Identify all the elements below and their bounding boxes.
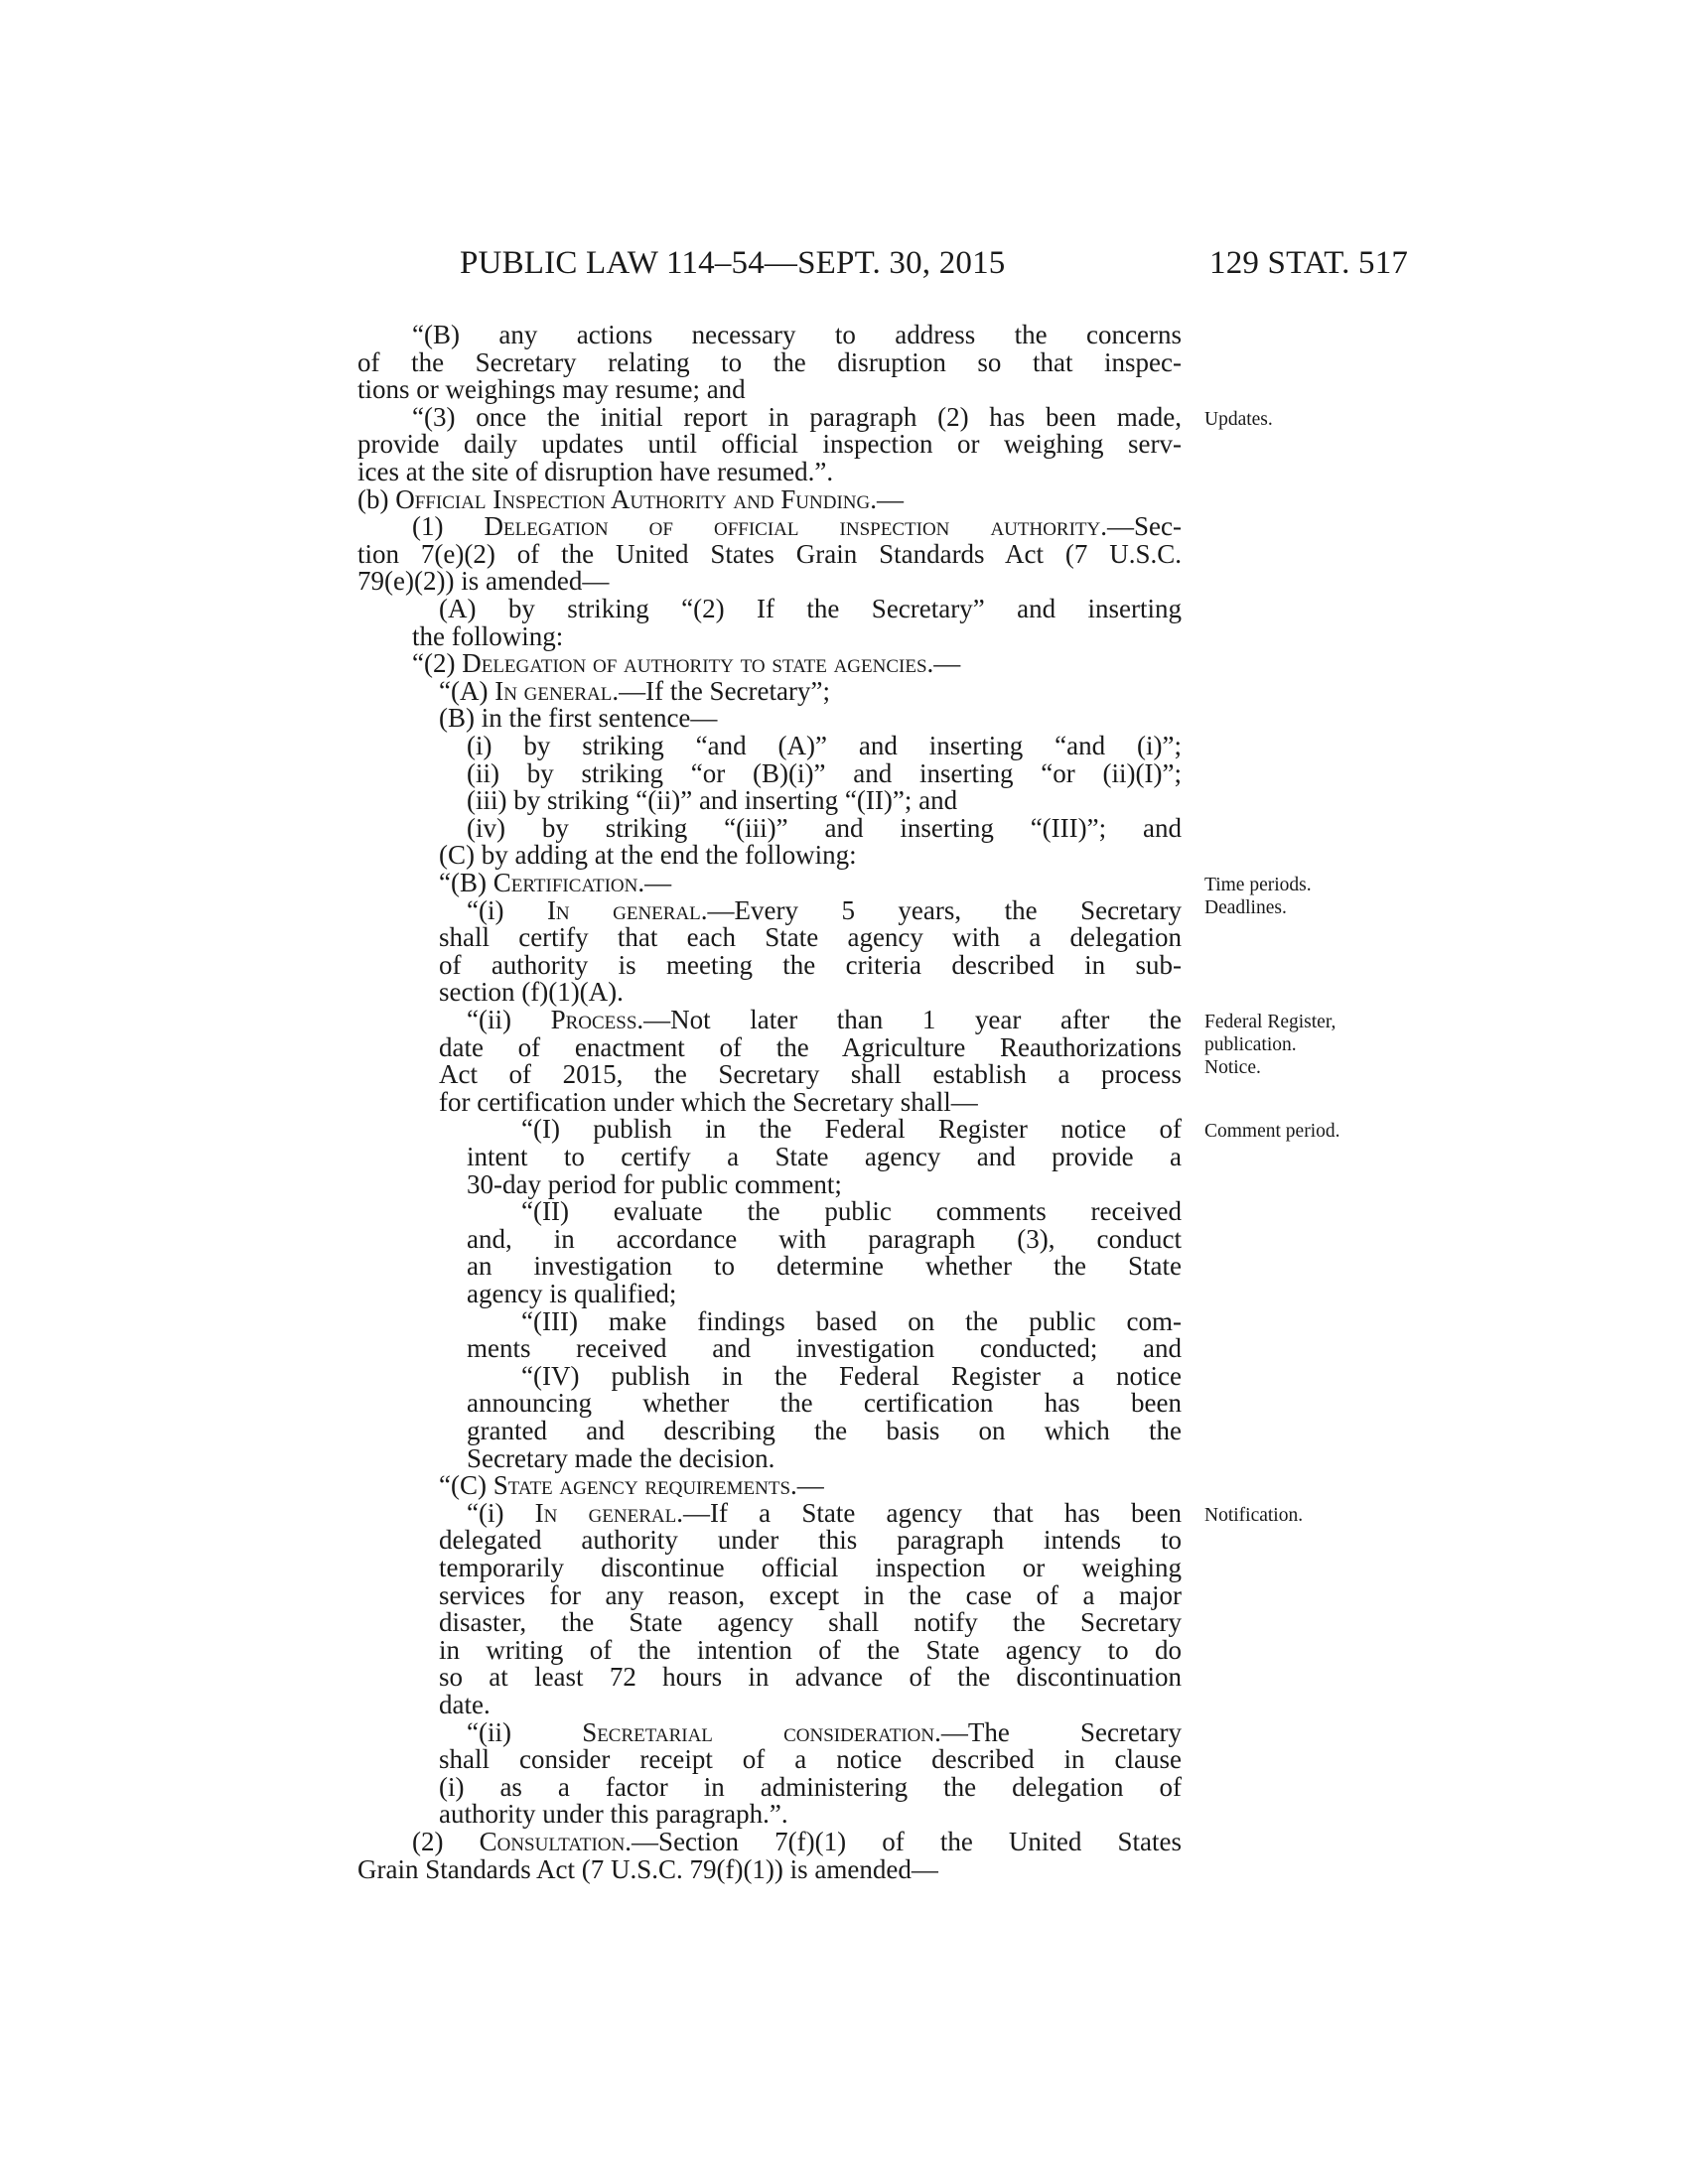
text-line — [357, 759, 1182, 787]
text-run: 30-day period for public comment; — [467, 1168, 842, 1199]
text-line — [357, 1444, 1182, 1472]
text-line — [357, 1307, 1182, 1335]
text-run: services for any reason, except in the case of a major — [439, 1579, 1182, 1610]
text-line — [357, 1499, 1182, 1527]
text-run: “(III) make findings based on the public com- — [521, 1305, 1182, 1336]
text-run: so at least 72 hours in advance of the discontinuation — [439, 1662, 1182, 1693]
text-run: ments received and investigation conducted; and — [467, 1333, 1182, 1364]
text-run: .— — [790, 1470, 824, 1501]
margin-note-line: Notification. — [1204, 1504, 1304, 1526]
text-run: provide daily updates until official inspection or weighing serv- — [357, 429, 1182, 460]
text-run: delegated authority under this paragraph intends to — [439, 1525, 1182, 1556]
text-line — [357, 649, 1182, 677]
margin-note — [1204, 1011, 1336, 1079]
text-run: “(IV) publish in the Federal Register a notice — [521, 1360, 1182, 1391]
text-run: .—Sec- — [1100, 511, 1182, 542]
text-line — [357, 1855, 1182, 1883]
text-line — [357, 595, 1182, 622]
text-run: of authority is meeting the criteria described in sub- — [439, 949, 1182, 980]
text-run: tions or weighings may resume; and — [357, 374, 746, 405]
margin-note — [1204, 874, 1312, 919]
text-run: an investigation to determine whether the State — [467, 1251, 1182, 1282]
text-run: (ii) by striking “or (B)(i)” and inserting “or (ii)(I)”; — [467, 757, 1182, 788]
text-line — [357, 1362, 1182, 1390]
text-run: “(i) — [467, 894, 547, 925]
text-run: temporarily discontinue official inspection or weighing — [439, 1553, 1182, 1582]
text-line — [357, 458, 1182, 485]
text-line — [357, 1033, 1182, 1061]
text-line — [357, 1334, 1182, 1362]
text-run: (iii) by striking “(ii)” and inserting “(II)”; and — [467, 785, 958, 816]
heading-text: Delegation of official inspection authority — [484, 511, 1101, 542]
heading-text: Secretarial consideration — [582, 1716, 935, 1747]
text-line — [357, 1143, 1182, 1170]
text-run: date. — [439, 1690, 491, 1719]
text-line — [357, 430, 1182, 458]
text-line — [357, 1828, 1182, 1855]
text-line — [357, 1554, 1182, 1581]
running-header-title: PUBLIC LAW 114–54—SEPT. 30, 2015 — [460, 245, 1006, 281]
margin-note-line: Notice. — [1204, 1057, 1261, 1078]
margin-note-line: Deadlines. — [1204, 897, 1287, 918]
text-run: Secretary made the decision. — [467, 1442, 775, 1473]
text-line — [357, 1115, 1182, 1143]
margin-note-line: Updates. — [1204, 408, 1273, 430]
margin-note-line: Time periods. — [1204, 875, 1312, 895]
text-line — [357, 567, 1182, 595]
text-run: authority under this paragraph.”. — [439, 1799, 788, 1830]
text-run: “(2) — [412, 648, 463, 679]
text-line — [357, 1773, 1182, 1801]
margin-note — [1204, 408, 1273, 431]
text-line — [357, 869, 1182, 896]
text-line — [357, 1608, 1182, 1636]
text-line — [357, 786, 1182, 814]
text-run: .—If the Secretary”; — [612, 675, 830, 706]
text-line — [357, 704, 1182, 732]
text-run: “(A) — [439, 675, 495, 706]
text-run: .—Every 5 years, the Secretary — [700, 894, 1183, 925]
text-line — [357, 622, 1182, 650]
text-run: (A) by striking “(2) If the Secretary” and inserting — [439, 594, 1182, 623]
text-line — [357, 677, 1182, 705]
text-run: .— — [926, 648, 961, 679]
text-line — [357, 978, 1182, 1006]
text-line — [357, 1225, 1182, 1253]
text-line — [357, 1006, 1182, 1033]
text-run: .— — [870, 483, 904, 514]
text-line — [357, 1526, 1182, 1554]
text-run: “(II) evaluate the public comments received — [521, 1196, 1182, 1227]
text-run: “(B) any actions necessary to address the concerns — [412, 320, 1182, 349]
text-run: .—Not later than 1 year after the — [636, 1005, 1182, 1034]
text-line — [357, 951, 1182, 979]
page-stat-number: 129 STAT. 517 — [1209, 245, 1409, 281]
text-line — [357, 1280, 1182, 1307]
text-run: Act of 2015, the Secretary shall establish a process — [439, 1059, 1182, 1090]
text-run: section (f)(1)(A). — [439, 977, 624, 1008]
text-line — [357, 485, 1182, 513]
text-line — [357, 321, 1182, 348]
text-run: (2) — [412, 1827, 480, 1856]
margin-note — [1204, 1504, 1303, 1527]
text-run: “(ii) — [467, 1716, 583, 1747]
text-run: of the Secretary relating to the disruption so that inspec- — [357, 346, 1182, 377]
text-run: for certification under which the Secretary shall— — [439, 1086, 978, 1117]
text-run: and, in accordance with paragraph (3), conduct — [467, 1223, 1182, 1254]
text-line — [357, 1389, 1182, 1417]
margin-note-line: Comment period. — [1204, 1121, 1340, 1143]
heading-text: Official Inspection Authority and Funding — [395, 483, 871, 514]
text-line — [357, 1800, 1182, 1828]
text-line — [357, 1252, 1182, 1280]
heading-text: In general — [494, 675, 613, 706]
text-run: (b) — [357, 483, 396, 514]
text-line — [357, 1663, 1182, 1691]
text-run: Grain Standards Act (7 U.S.C. 79(f)(1)) is amended— — [357, 1853, 938, 1884]
heading-text: State agency requirements — [492, 1470, 791, 1501]
text-run: (C) by adding at the end the following: — [439, 840, 857, 871]
heading-text: Delegation of authority to state agencies — [462, 648, 927, 679]
heading-text: In general — [546, 894, 701, 925]
text-run: .—Section 7(f)(1) of the United States — [625, 1827, 1183, 1856]
text-run: intent to certify a State agency and provide a — [467, 1142, 1182, 1171]
text-run: (B) in the first sentence— — [439, 703, 718, 734]
heading-text: In general — [534, 1497, 677, 1528]
text-line — [357, 896, 1182, 924]
text-run: .—If a State agency that has been — [676, 1497, 1182, 1528]
text-line — [357, 1471, 1182, 1499]
text-line — [357, 512, 1182, 540]
text-line — [357, 1691, 1182, 1718]
text-run: “(3) once the initial report in paragraph (2) has been made, — [412, 401, 1182, 432]
text-run: granted and describing the basis on which the — [467, 1416, 1182, 1445]
text-line — [357, 1581, 1182, 1609]
text-run: shall certify that each State agency with a delegation — [439, 922, 1182, 953]
text-line — [357, 1170, 1182, 1198]
heading-text: Consultation — [479, 1827, 626, 1856]
text-line — [357, 540, 1182, 568]
text-run: shall consider receipt of a notice described in clause — [439, 1744, 1182, 1775]
heading-text: Certification — [492, 868, 638, 897]
text-line — [357, 732, 1182, 759]
text-run: .— — [637, 868, 672, 897]
text-run: disaster, the State agency shall notify the Secretary — [439, 1607, 1182, 1638]
margin-note — [1204, 1120, 1339, 1143]
text-line — [357, 348, 1182, 376]
text-line — [357, 814, 1182, 842]
text-run: .—The Secretary — [934, 1716, 1182, 1747]
text-run: agency is qualified; — [467, 1279, 677, 1308]
text-line — [357, 1636, 1182, 1664]
text-run: (i) by striking “and (A)” and inserting “and (i)”; — [467, 731, 1182, 760]
text-run: 79(e)(2)) is amended— — [357, 566, 610, 597]
text-line — [357, 375, 1182, 403]
text-run: “(I) publish in the Federal Register notice of — [521, 1114, 1182, 1145]
text-run: ices at the site of disruption have resumed.”. — [357, 457, 834, 486]
text-line — [357, 1088, 1182, 1116]
text-line — [357, 1745, 1182, 1773]
text-run: “(B) — [439, 868, 493, 897]
text-run: “(C) — [439, 1470, 493, 1501]
text-run: “(ii) — [467, 1005, 551, 1034]
text-run: tion 7(e)(2) of the United States Grain Standards Act (7 U.S.C. — [357, 538, 1182, 569]
heading-text: Process — [550, 1005, 637, 1034]
text-run: (1) — [412, 511, 485, 542]
text-line — [357, 403, 1182, 431]
text-run: (iv) by striking “(iii)” and inserting “(III)”; and — [467, 812, 1182, 843]
text-line — [357, 841, 1182, 869]
margin-note-line: publication. — [1204, 1034, 1297, 1055]
text-line — [357, 923, 1182, 951]
text-run: (i) as a factor in administering the delegation of — [439, 1771, 1182, 1802]
text-line — [357, 1197, 1182, 1225]
margin-note-line: Federal Register, — [1204, 1012, 1336, 1032]
text-run: the following: — [412, 620, 564, 651]
text-line — [357, 1417, 1182, 1444]
text-run: announcing whether the certification has been — [467, 1388, 1182, 1419]
text-run: “(i) — [467, 1497, 535, 1528]
text-line — [357, 1060, 1182, 1088]
text-line — [357, 1718, 1182, 1746]
text-run: date of enactment of the Agriculture Reauthorizations — [439, 1031, 1182, 1062]
text-run: in writing of the intention of the State agency to do — [439, 1634, 1182, 1665]
